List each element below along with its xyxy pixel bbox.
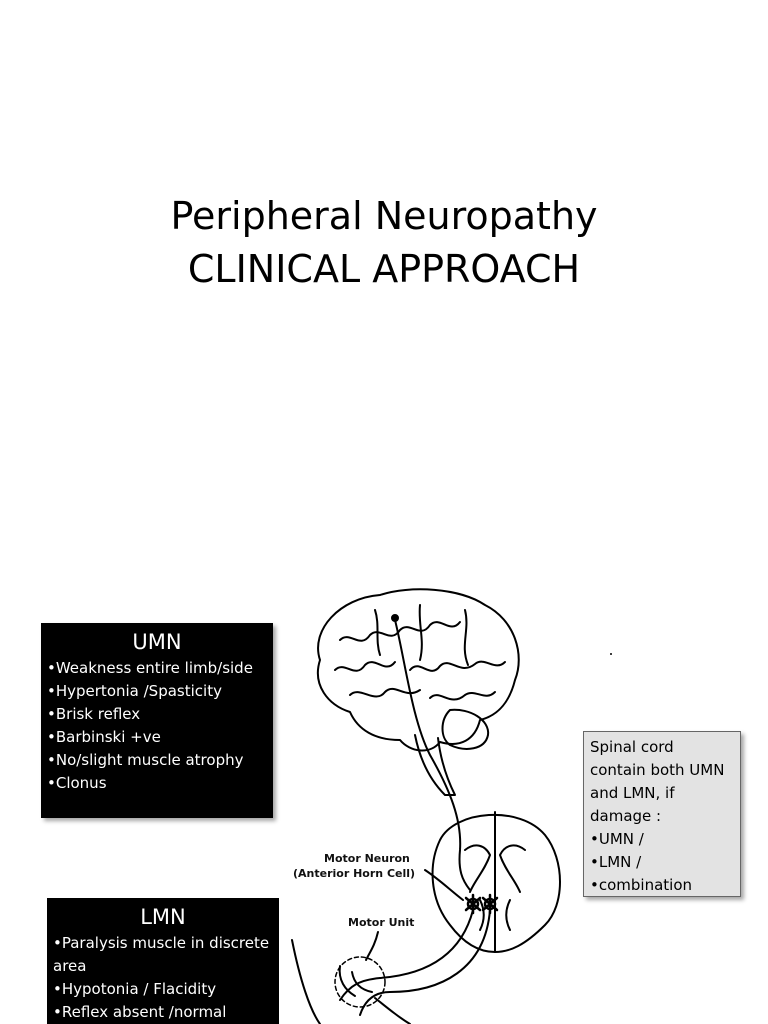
list-item [53,978,279,1001]
slide-title [0,190,768,296]
umn-list [41,657,273,795]
list-item-text: Clonus [55,774,107,792]
list-item-text: Reflex absent /normal [61,1003,227,1021]
list-item [53,932,279,955]
corticospinal-tract [395,620,470,890]
spinal-note-line: Spinal cord [590,738,674,756]
lmn-list [47,932,279,1024]
spinal-note-bullet: • LMN / [590,851,734,874]
motor-neuron-label-line1: Motor Neuron [324,852,410,865]
spinal-note-line: damage : [590,807,662,825]
motor-pathway-diagram [280,580,620,1024]
list-item-text: No/slight muscle atrophy [55,751,244,769]
spinal-note-line: and LMN, if [590,784,675,802]
list-item-text: Hypertonia /Spasticity [55,682,222,700]
spinal-note-line: contain both UMN [590,761,725,779]
umn-box [41,623,273,818]
list-item-continuation [53,955,279,978]
motor-unit-label: Motor Unit [348,916,415,929]
spinal-cord-note [583,731,741,897]
motor-neuron-label-line2: (Anterior Horn Cell) [293,867,416,880]
spinal-note-bullet: • UMN / [590,828,734,851]
list-item [47,772,273,795]
motor-unit-leader [366,932,378,960]
title-line-1: Peripheral Neuropathy [170,194,598,238]
umn-heading: UMN [132,630,182,654]
list-item-text: Brisk reflex [55,705,141,723]
list-item [47,703,273,726]
list-item-text: Paralysis muscle in discrete [61,934,270,952]
motor-neuron-leader [425,870,463,900]
list-item [47,657,273,680]
lmn-heading: LMN [140,905,186,929]
list-item-text: Hypotonia / Flacidity [61,980,217,998]
title-line-2: CLINICAL APPROACH [187,247,581,291]
lmn-box [47,898,279,1024]
spinal-note-bullet: • combination [590,874,734,897]
list-item-text: Barbinski +ve [55,728,161,746]
list-item-text: Weakness entire limb/side [55,659,253,677]
list-item-text: area [53,957,87,975]
list-item [47,680,273,703]
list-item [47,726,273,749]
spinal-cord-section [433,815,560,952]
list-item [47,749,273,772]
list-item [53,1001,279,1024]
